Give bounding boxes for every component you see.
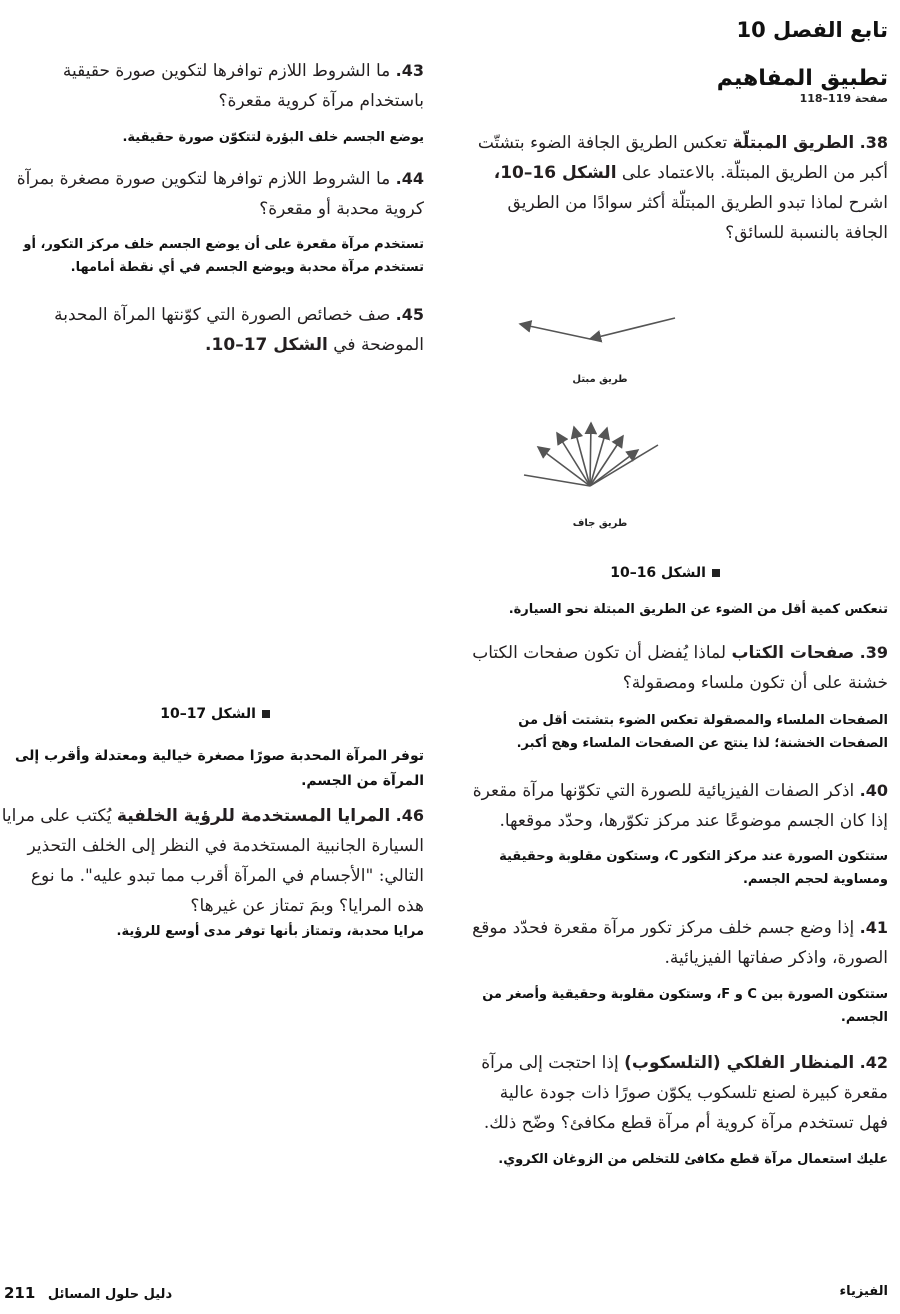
question-text: صف خصائص الصورة التي كوّنتها المرآة المحدبة الموضحة في — [54, 305, 424, 355]
question-number: 46. — [395, 806, 424, 825]
question-text: ما الشروط اللازم توافرها لتكوين صورة حقيقية باستخدام مرآة كروية مقعرة؟ — [62, 61, 424, 111]
page-number: 211 — [4, 1284, 36, 1302]
figure-reference: الشكل 16–10، — [493, 163, 617, 183]
section-heading — [717, 66, 888, 106]
question-41 — [468, 913, 888, 973]
answer-44: تستخدم مرآة مقعرة على أن يوضع الجسم خلف مركز التكور، أو تستخدم مرآة محدبة ويوضع الجسم في أي نقطة أمامها. — [23, 237, 424, 275]
answer-43: يوضع الجسم خلف البؤرة لتتكوّن صورة حقيقية. — [122, 130, 424, 145]
answer-38: تنعكس كمية أقل من الضوء عن الطريق المبتلة نحو السيارة. — [508, 602, 888, 617]
answer-42: عليك استعمال مرآة قطع مكافئ للتخلص من الزوغان الكروي. — [498, 1152, 888, 1167]
question-number: 42. — [859, 1053, 888, 1072]
answer-39: الصفحات الملساء والمصقولة تعكس الضوء بتشتت أقل من الصفحات الخشنة؛ لذا ينتج عن الصفحات الملساء وهج أكبر. — [516, 713, 888, 751]
caption-square-icon — [262, 710, 270, 718]
answer-45: توفر المرآة المحدبة صورًا مصغرة خيالية ومعتدلة وأقرب إلى المرآة من الجسم. — [15, 748, 424, 789]
question-text: ما الشروط اللازم توافرها لتكوين صورة مصغرة بمرآة كروية محدبة أو مقعرة؟ — [16, 169, 424, 219]
question-text: إذا وضع جسم خلف مركز تكور مرآة مقعرة فحدّد موقع الصورة، واذكر صفاتها الفيزيائية. — [472, 918, 888, 968]
figure-reference: الشكل 17–10. — [205, 335, 328, 355]
question-title: المنظار الفلكي (التلسكوب) — [624, 1053, 855, 1073]
question-number: 40. — [859, 781, 888, 800]
section-title: تطبيق المفاهيم — [716, 66, 888, 91]
chapter-title: تابع الفصل 10 — [736, 18, 888, 42]
question-number: 43. — [395, 61, 424, 80]
question-40 — [468, 776, 888, 836]
question-number: 38. — [859, 133, 888, 152]
question-text: إذا احتجت إلى مرآة مقعرة كبيرة لصنع تلسكوب يكوّن صورًا ذات جودة عالية فهل تستخدم مرآة كروية أم مرآة قطع مكافئ؟ وضّح ذلك. — [481, 1053, 888, 1133]
figure-16-caption — [560, 565, 720, 581]
footer-subject: الفيزياء — [839, 1284, 888, 1299]
question-39 — [468, 638, 888, 698]
question-title: الطريق المبتلّة — [732, 133, 855, 153]
figure-caption-text: الشكل 17–10 — [160, 706, 256, 722]
question-45 — [0, 300, 424, 360]
question-43 — [0, 56, 424, 116]
wet-road-reflection — [520, 318, 675, 339]
dry-road-label: طريق جاف — [572, 518, 628, 529]
question-number: 44. — [395, 169, 424, 188]
question-title: صفحات الكتاب — [731, 643, 855, 663]
footer-guide — [4, 1284, 172, 1302]
figure-caption-text: الشكل 16–10 — [610, 565, 706, 581]
question-number: 39. — [859, 643, 888, 662]
question-text: تعكس الطريق الجافة الضوء بتشتّت أكبر من الطريق المبتلّة. بالاعتماد على — [477, 133, 888, 183]
answer-46: مرايا محدبة، وتمتاز بأنها توفر مدى أوسع للرؤية. — [116, 924, 424, 939]
question-text: اشرح لماذا تبدو الطريق المبتلّة أكثر سوادًا من الطريق الجافة بالنسبة للسائق؟ — [507, 193, 888, 243]
question-text: يُكتب على مرايا السيارة الجانبية المستخدمة في النظر إلى الخلف التحذير التالي: "الأجسام في المرآة أقرب مما تبدو عليه". ما نوع هذه المرايا؟ وبمَ تمتاز عن غيرها؟ — [1, 806, 424, 916]
figure-16-diagram — [490, 300, 690, 520]
question-38 — [468, 128, 888, 248]
dry-road-reflection — [524, 423, 658, 486]
question-number: 45. — [395, 305, 424, 324]
section-page-range: صفحة 119–118 — [799, 92, 888, 105]
question-number: 41. — [859, 918, 888, 937]
footer-guide-title: دليل حلول المسائل — [47, 1287, 173, 1302]
question-title: المرايا المستخدمة للرؤية الخلفية — [116, 806, 391, 826]
question-46 — [0, 801, 424, 921]
caption-square-icon — [712, 569, 720, 577]
question-42 — [468, 1048, 888, 1138]
question-text: لماذا يُفضل أن تكون صفحات الكتاب خشنة على أن تكون ملساء ومصقولة؟ — [472, 643, 888, 693]
answer-41: ستتكون الصورة بين C و F، وستكون مقلوبة وحقيقية وأصغر من الجسم. — [482, 987, 888, 1025]
question-text: اذكر الصفات الفيزيائية للصورة التي تكوّنها مرآة مقعرة إذا كان الجسم موضوعًا عند مركز تكوّرها، وحدّد موقعها. — [472, 781, 888, 831]
question-44 — [0, 164, 424, 224]
figure-17-caption — [130, 706, 270, 722]
answer-40: ستتكون الصورة عند مركز التكور C، وستكون مقلوبة وحقيقية ومساوية لحجم الجسم. — [499, 849, 888, 887]
wet-road-label: طريق مبتل — [572, 374, 628, 385]
